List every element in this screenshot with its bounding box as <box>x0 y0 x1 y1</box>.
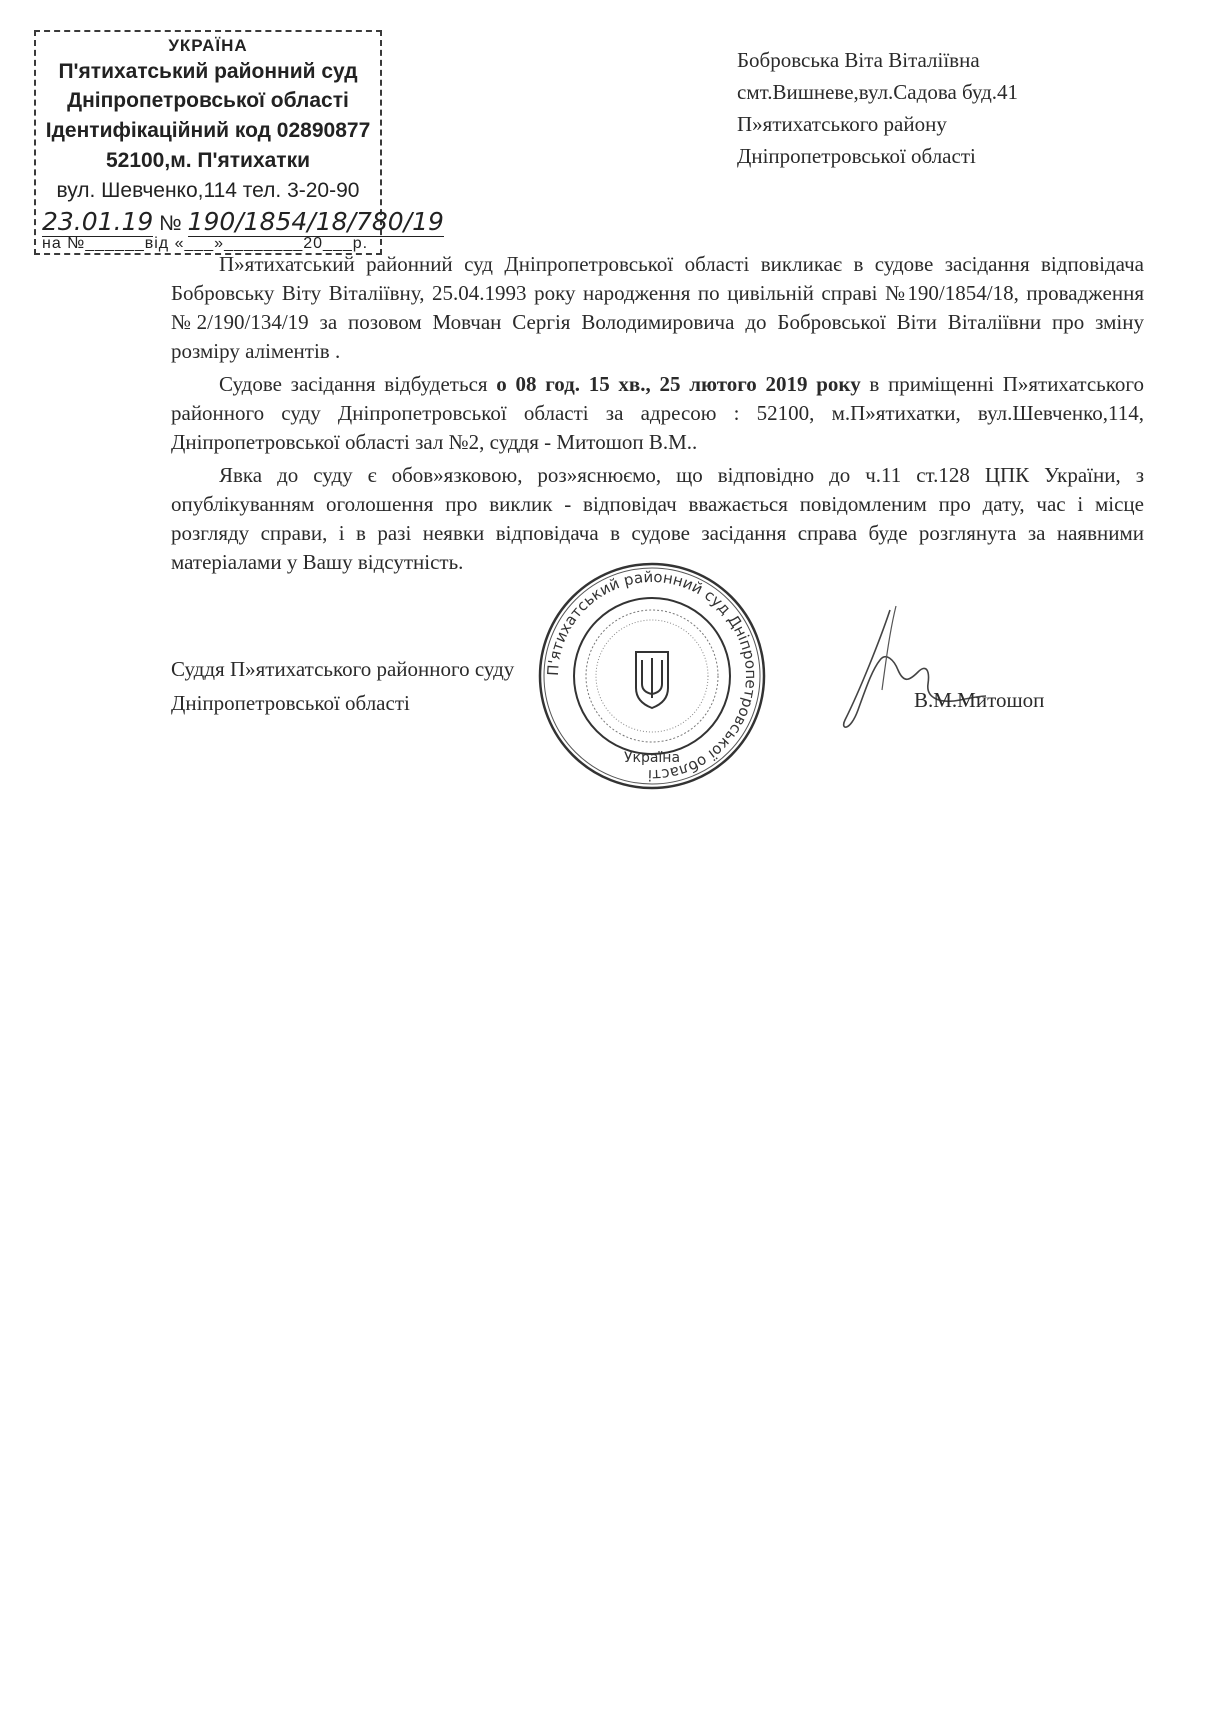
stamp-code: Ідентифікаційний код 02890877 <box>45 119 371 142</box>
stamp-street: вул. Шевченко,114 тел. 3-20-90 <box>56 179 360 202</box>
judge-title-line1: Суддя П»ятихатського районного суду <box>171 657 515 681</box>
addressee-block <box>737 44 1018 172</box>
signature-image <box>790 600 990 750</box>
stamp-na-line: на №______від «___»________20___р. <box>42 235 369 252</box>
paragraph-attendance: Явка до суду є обов»язковою, роз»яснюємо, що відповідно до ч.11 ст.128 ЦПК України, з опублікуванням оголошення про виклик - відповідач вважається повідомленим про дату, час і місце розгляду справи, і в разі неявки відповідача в судове засідання справа буде розглянута за наявними матеріалами у Вашу відсутність. <box>171 463 1144 574</box>
paragraph-hearing <box>171 370 1144 457</box>
paragraph-summons: П»ятихатський районний суд Дніпропетровської області викликає в судове засідання відповідача Бобровську Віту Віталіївну, 25.04.1993 року народження по цивільній справі №190/1854/18, провадження №2/190/134/19 за позовом Мовчан Сергія Володимировича до Бобровської Віти Віталіївни про зміну розміру аліментів . <box>171 252 1144 363</box>
court-seal <box>536 560 768 792</box>
seal-ring-text: П'ятихатський районний суд Дніпропетровської області <box>543 567 761 785</box>
trident-icon <box>636 652 668 708</box>
stamp-registration <box>42 207 444 236</box>
judge-title <box>171 652 514 720</box>
seal-country: Україна <box>623 750 681 766</box>
stamp-court: П'ятихатський районний суд <box>58 60 358 83</box>
addressee-street: смт.Вишневе,вул.Садова буд.41 <box>737 80 1019 104</box>
judge-title-line2: Дніпропетровської області <box>171 691 410 715</box>
judge-name: В.М.Митошоп <box>914 688 1045 712</box>
addressee-name: Бобровська Віта Віталіївна <box>737 48 980 72</box>
letter-body <box>171 250 1144 581</box>
stamp-region: Дніпропетровської області <box>67 89 349 112</box>
stamp-reg-no: 190/1854/18/780/19 <box>187 207 444 236</box>
registration-stamp <box>34 30 444 255</box>
hearing-datetime: о 08 год. 15 хв., 25 лютого 2019 року <box>496 372 861 396</box>
addressee-region: Дніпропетровської області <box>737 144 976 168</box>
addressee-district: П»ятихатського району <box>737 112 947 136</box>
stamp-reg-date: 23.01.19 <box>42 207 154 236</box>
stamp-city: 52100,м. П'ятихатки <box>105 149 311 172</box>
hearing-intro: Судове засідання відбудеться <box>219 372 497 396</box>
stamp-country: УКРАЇНА <box>168 36 248 55</box>
hearing-location: в приміщенні П»ятихатського районного суду Дніпропетровської області за адресою : 52100, м.П»ятихатки, вул.Шевченко,114, Дніпропетровської області зал №2, суддя - Митошоп В.М.. <box>171 372 1144 454</box>
stamp-reg-no-label: № <box>159 212 182 235</box>
